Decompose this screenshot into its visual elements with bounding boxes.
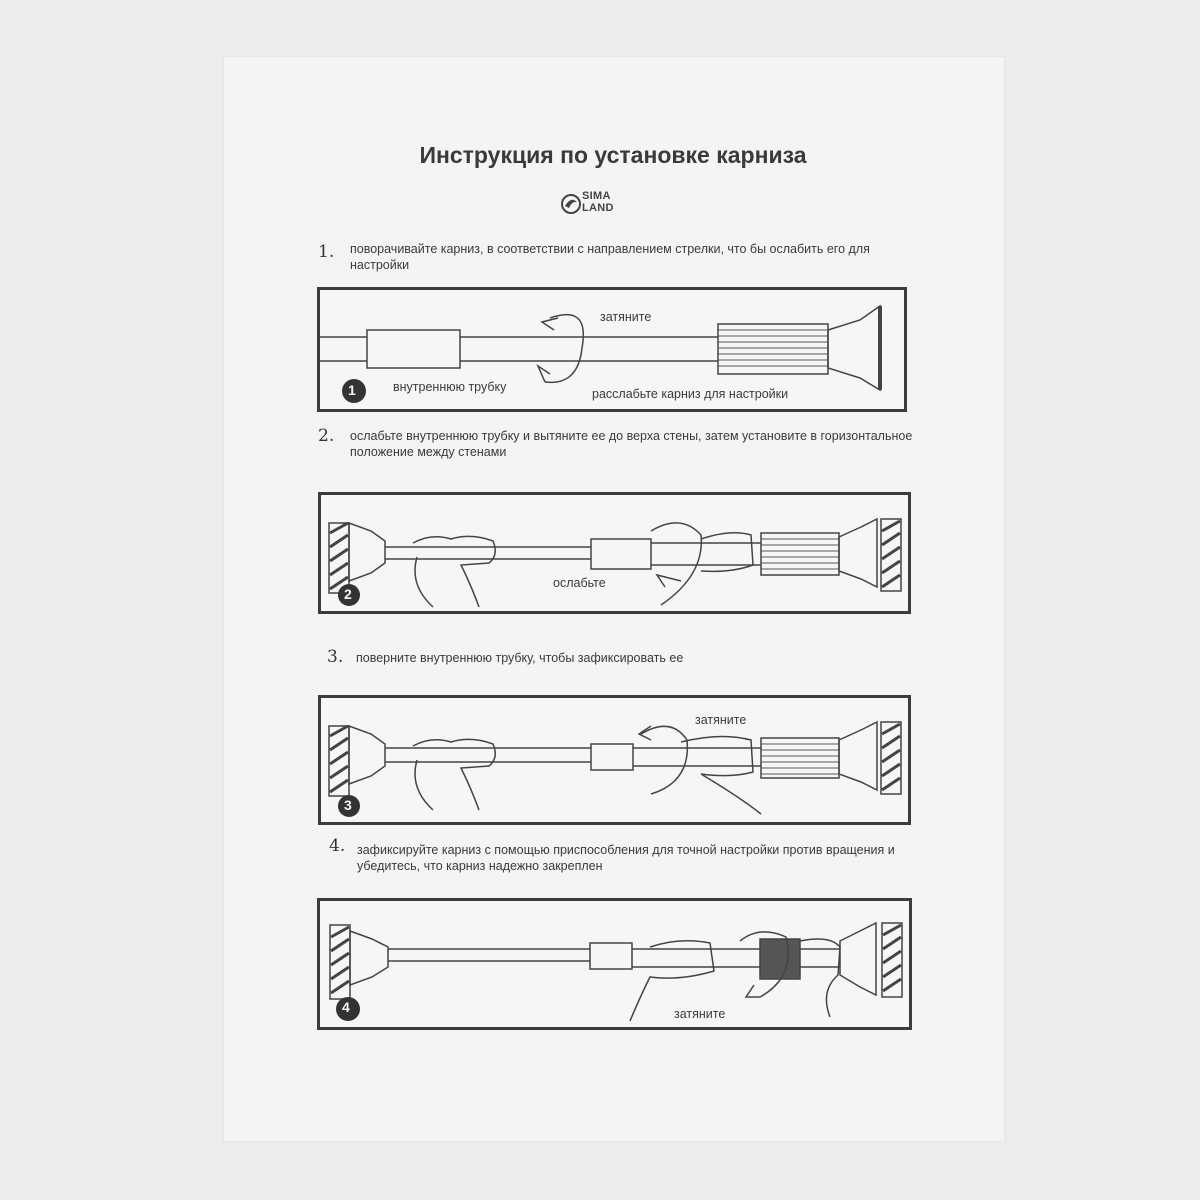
loosen-label: ослабьте [553,576,606,590]
step-4-text: зафиксируйте карниз с помощью приспособления для точной настройки против вращения и убедитесь, что карниз надежно закреплен [357,843,895,873]
step-1-text: поворачивайте карниз, в соответствии с направлением стрелки, что бы ослабить его для настройки [350,242,870,272]
step-2-badge: 2 [344,586,352,602]
step-3-text: поверните внутреннюю трубку, чтобы зафиксировать ее [356,651,684,665]
step-3-illustration [321,698,908,822]
loosen-adjust-label: расслабьте карниз для настройки [592,387,789,401]
step-1-badge: 1 [348,382,356,398]
step-4-panel [317,898,912,1030]
step-3-badge: 3 [344,797,352,813]
step-3-number: 3. [327,647,344,667]
page-title: Инструкция по установке карниза [419,142,807,168]
tighten-label-step-4: затяните [674,1007,726,1021]
inner-tube-label: внутреннюю трубку [393,380,507,394]
step-2-illustration [321,495,908,611]
step-4-number: 4. [329,836,346,856]
step-2-panel [318,492,911,614]
step-4-badge: 4 [342,999,350,1015]
tighten-label-step-3: затяните [695,713,747,727]
step-4-illustration [320,901,909,1027]
step-1-panel [317,287,907,412]
tighten-label: затяните [600,310,652,324]
step-1-number: 1. [318,242,335,262]
step-2-number: 2. [318,426,335,446]
step-2-text: ослабьте внутреннюю трубку и вытяните ее до верха стены, затем установите в горизонтальное положение между стенами [350,429,913,459]
logo-text: SIMA LAND [582,190,614,214]
step-3-panel [318,695,911,825]
